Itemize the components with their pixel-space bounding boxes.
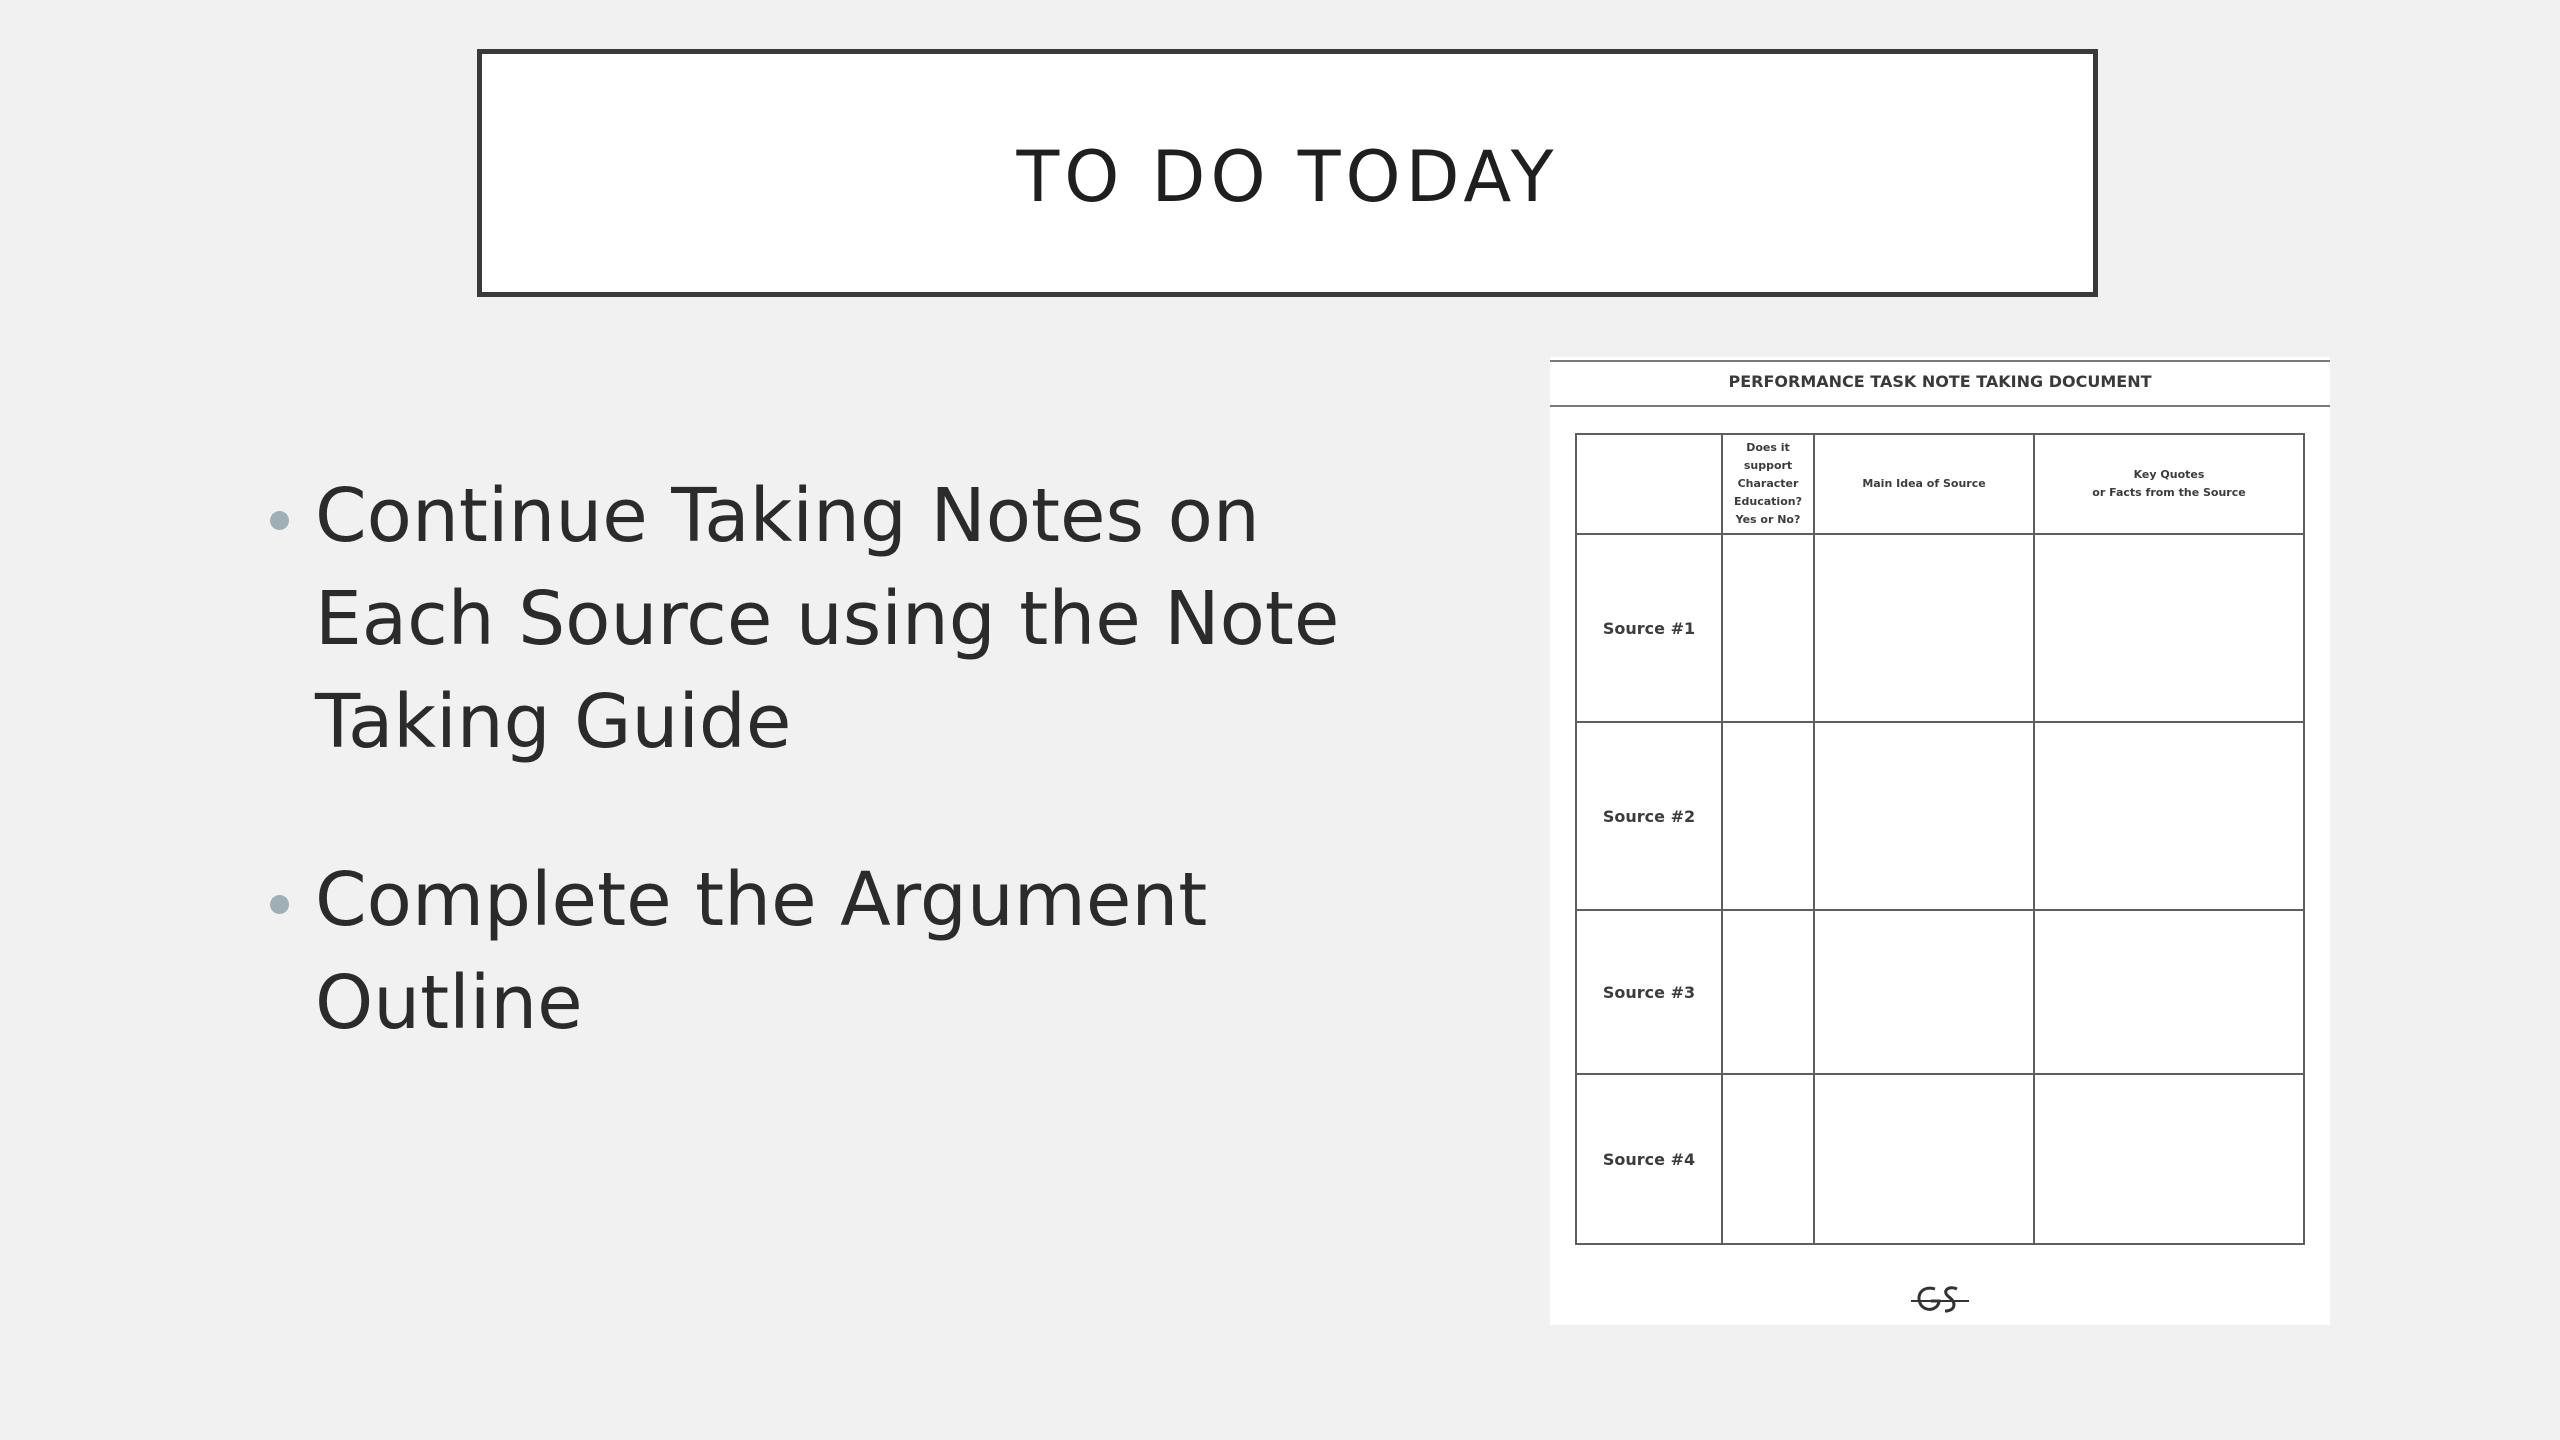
row-label: Source #2 <box>1576 722 1722 910</box>
bullet-line: Taking Guide <box>315 679 792 765</box>
table-cell <box>1814 1074 2034 1244</box>
table-cell <box>2034 722 2304 910</box>
note-taking-document-image <box>1550 357 2330 1325</box>
bullet-dot-icon <box>270 511 289 530</box>
table-cell <box>1722 910 1814 1074</box>
table-cell <box>2034 1074 2304 1244</box>
row-label: Source #4 <box>1576 1074 1722 1244</box>
table-row <box>1576 534 2304 722</box>
bullet-list <box>262 465 1362 1130</box>
bullet-item <box>262 849 1362 1055</box>
table-header-cell: Main Idea of Source <box>1814 434 2034 534</box>
doc-heading: PERFORMANCE TASK NOTE TAKING DOCUMENT <box>1728 372 2152 391</box>
table-row <box>1576 1074 2304 1244</box>
bullet-dot-icon <box>270 895 289 914</box>
bullet-line: Outline <box>315 960 583 1046</box>
row-label: Source #3 <box>1576 910 1722 1074</box>
gs-logo-icon <box>1905 1279 1975 1319</box>
table-row <box>1576 722 2304 910</box>
row-label: Source #1 <box>1576 534 1722 722</box>
slide-title: TO DO TODAY <box>1016 136 1559 218</box>
table-header-cell: Key Quotes or Facts from the Source <box>2034 434 2304 534</box>
table-cell <box>2034 910 2304 1074</box>
table-header-cell: Does it support Character Education? Yes or No? <box>1722 434 1814 534</box>
table-cell <box>1814 910 2034 1074</box>
table-cell <box>1814 534 2034 722</box>
note-taking-table <box>1575 433 2305 1245</box>
table-row <box>1576 910 2304 1074</box>
table-header-row <box>1576 434 2304 534</box>
table-header-cell <box>1576 434 1722 534</box>
table-cell <box>1722 722 1814 910</box>
doc-top-rule <box>1550 360 2330 362</box>
doc-heading-rule <box>1550 405 2330 407</box>
table-cell <box>1722 534 1814 722</box>
title-box <box>477 49 2098 297</box>
bullet-item <box>262 465 1362 774</box>
table-cell <box>1814 722 2034 910</box>
bullet-line: Each Source using the Note <box>315 576 1340 662</box>
bullet-line: Complete the Argument <box>315 857 1208 943</box>
table-cell <box>1722 1074 1814 1244</box>
table-cell <box>2034 534 2304 722</box>
bullet-line: Continue Taking Notes on <box>315 473 1260 559</box>
